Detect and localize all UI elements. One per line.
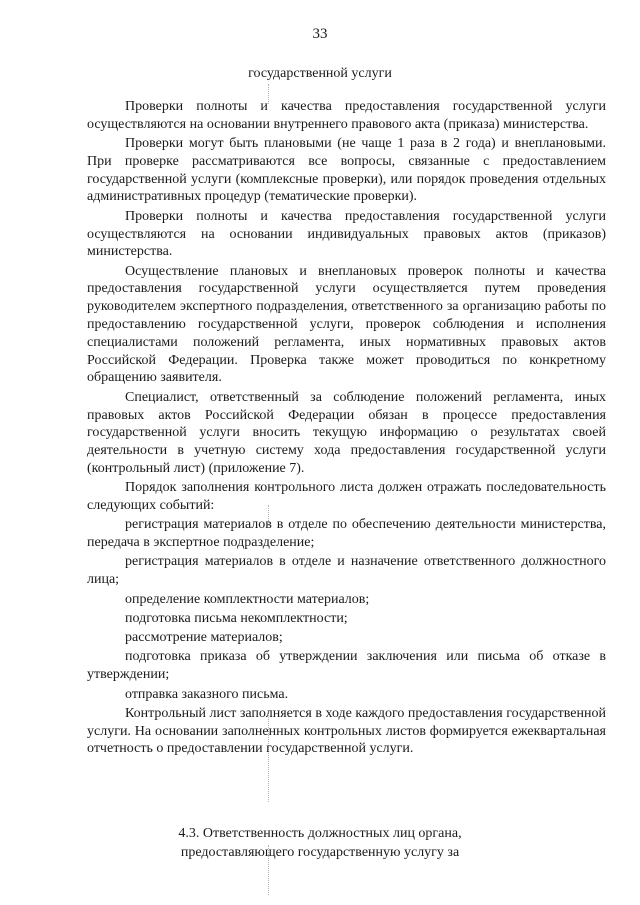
list-item: определение комплектности материалов;: [125, 591, 370, 607]
paragraph: Проверки полноты и качества предоставления государственной услуги осуществляются на основании индивидуальных правовых актов (приказов) министерства.: [87, 208, 606, 260]
paragraph: Специалист, ответственный за соблюдение положений регламента, иных правовых актов Российской Федерации обязан в процессе предоставления государственной услуги вносить текущую информацию о результатах своей деятельности в учетную систему хода предоставления государственной услуги (контрольный лист) (приложение 7).: [87, 389, 606, 476]
list-item: рассмотрение материалов;: [125, 630, 283, 646]
list-item: подготовка письма некомплектности;: [125, 610, 348, 626]
list-item: регистрация материалов в отделе по обеспечению деятельности министерства, передача в экспертное подразделение;: [87, 517, 606, 551]
paragraph: Проверки полноты и качества предоставления государственной услуги осуществляются на основании внутреннего правового акта (приказа) министерства.: [87, 99, 606, 132]
section-heading-line: 4.3. Ответственность должностных лиц органа,: [178, 826, 462, 841]
list-item: подготовка приказа об утверждении заключения или письма об отказе в утверждении;: [87, 649, 606, 683]
running-header: государственной услуги: [248, 66, 392, 81]
paragraph: Проверки могут быть плановыми (не чаще 1 раза в 2 года) и внеплановыми. При проверке рассматриваются все вопросы, связанные с предоставлением государственной услуги (комплексные проверки), или порядок проведения отдельных административных процедур (тематические проверки).: [87, 136, 606, 205]
section-heading: [0, 824, 640, 862]
list-item: регистрация материалов в отделе и назначение ответственного должностного лица;: [87, 554, 606, 588]
paragraph: Контрольный лист заполняется в ходе каждого предоставления государственной услуги. На основании заполненных контрольных листов формируется ежеквартальная отчетность о предоставлении государственной услуги.: [87, 705, 606, 757]
list-item: отправка заказного письма.: [125, 686, 289, 702]
paragraph: Осуществление плановых и внеплановых проверок полноты и качества предоставления государственной услуги осуществляется путем проведения руководителем экспертного подразделения, ответственного за организацию работы по предоставлению государственной услуги, проверок соблюдения и исполнения специалистами положений регламента, иных нормативных правовых актов Российской Федерации. Проверка также может проводиться по конкретному обращению заявителя.: [87, 263, 606, 386]
page-number: 33: [312, 26, 328, 42]
paragraph: Порядок заполнения контрольного листа должен отражать последовательность следующих событий:: [87, 480, 606, 514]
body-text: [87, 98, 606, 760]
section-heading-line: предоставляющего государственную услугу за: [180, 845, 460, 860]
